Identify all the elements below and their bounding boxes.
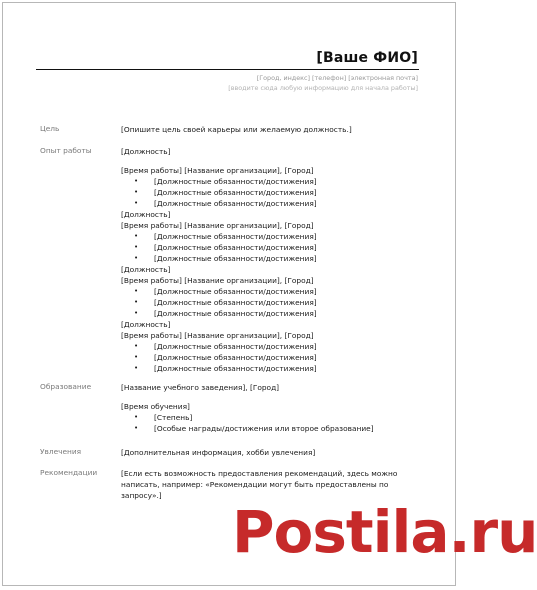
hobbies-label: Увлечения <box>40 447 82 456</box>
experience-content <box>121 146 421 374</box>
duty-item: • [Должностные обязанности/достижения] <box>121 341 421 352</box>
duty-item: • [Должностные обязанности/достижения] <box>121 286 421 297</box>
job-title: [Должность] <box>121 320 171 329</box>
goal-text <box>121 124 421 135</box>
goal-label: Цель <box>40 124 60 133</box>
job-header: [Время работы] [Название организации], [Город] <box>121 166 314 175</box>
references-label: Рекомендации <box>40 468 98 477</box>
duty-item: • [Должностные обязанности/достижения] <box>121 308 421 319</box>
job-header: [Время работы] [Название организации], [Город] <box>121 221 314 230</box>
job-header: [Время работы] [Название организации], [Город] <box>121 331 314 340</box>
job-entry <box>121 330 421 374</box>
education-item: • [Особые награды/достижения или второе образование] <box>121 423 421 434</box>
education-content <box>121 382 421 434</box>
education-item: • [Степень] <box>121 412 421 423</box>
duty-item: • [Должностные обязанности/достижения] <box>121 352 421 363</box>
study-period: [Время обучения] <box>121 402 190 411</box>
header-rule <box>36 69 419 70</box>
job-entry <box>121 275 421 330</box>
job-title: [Должность] <box>121 210 171 219</box>
contact-line-1: [Город, индекс] [телефон] [электронная почта] <box>256 74 418 82</box>
duty-item: • [Должностные обязанности/достижения] <box>121 231 421 242</box>
contact-line-2: [вводите сюда любую информацию для начала работы] <box>228 84 418 92</box>
experience-label: Опыт работы <box>40 146 92 155</box>
references-text: [Если есть возможность предоставления рекомендаций, здесь можно написать, например: «Рекомендации могут быть предоставлены по запросу».] <box>121 469 398 500</box>
school-name: [Название учебного заведения], [Город] <box>121 383 280 392</box>
hobbies-content <box>121 447 421 458</box>
job-entry <box>121 220 421 275</box>
watermark-logo: Postila.ru <box>232 498 537 566</box>
job-entry <box>121 165 421 220</box>
duty-item: • [Должностные обязанности/достижения] <box>121 198 421 209</box>
hobbies-text: [Дополнительная информация, хобби увлечения] <box>121 448 316 457</box>
goal-line: [Опишите цель своей карьеры или желаемую должность.] <box>121 125 352 134</box>
job-title: [Должность] <box>121 147 171 156</box>
job-title: [Должность] <box>121 265 171 274</box>
duty-item: • [Должностные обязанности/достижения] <box>121 253 421 264</box>
duty-item: • [Должностные обязанности/достижения] <box>121 242 421 253</box>
duty-item: • [Должностные обязанности/достижения] <box>121 363 421 374</box>
resume-name: [Ваше ФИО] <box>316 50 418 66</box>
references-content <box>121 468 421 501</box>
job-header: [Время работы] [Название организации], [Город] <box>121 276 314 285</box>
duty-item: • [Должностные обязанности/достижения] <box>121 187 421 198</box>
education-label: Образование <box>40 382 92 391</box>
duty-item: • [Должностные обязанности/достижения] <box>121 176 421 187</box>
duty-item: • [Должностные обязанности/достижения] <box>121 297 421 308</box>
